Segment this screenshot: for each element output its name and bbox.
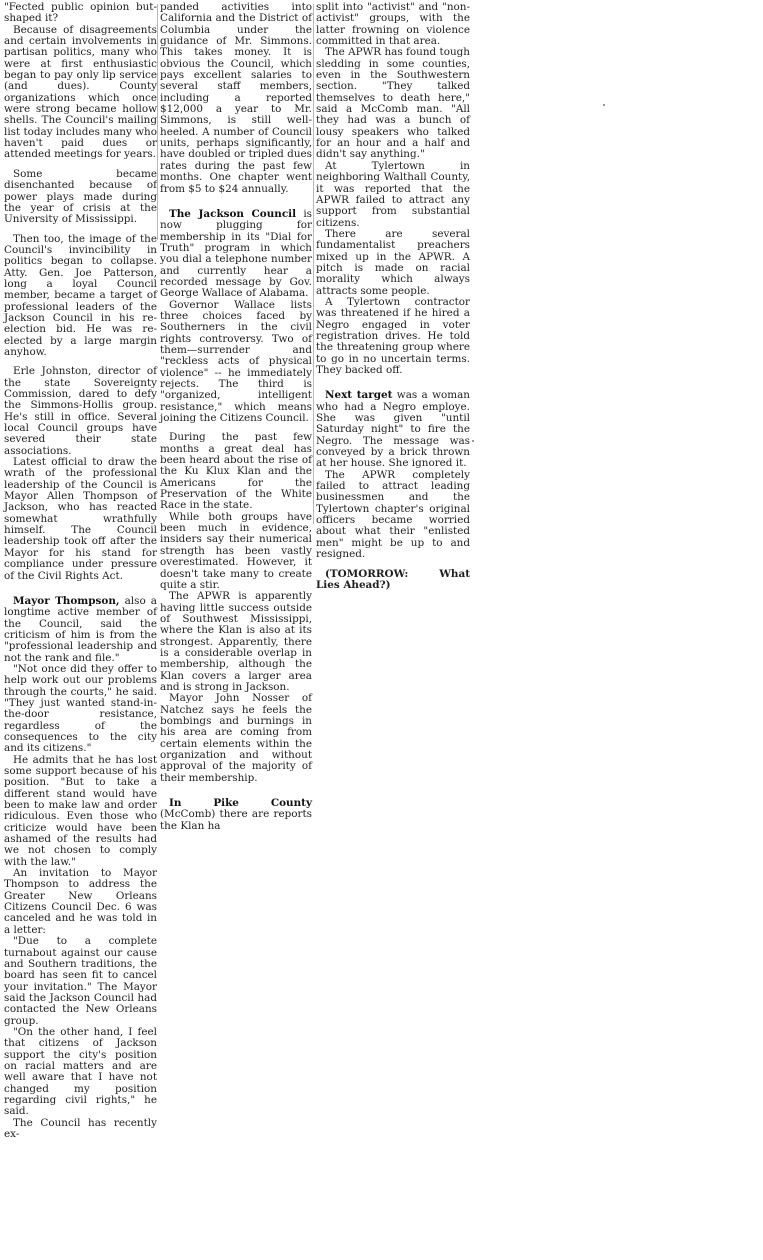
paragraph: "Not once did they offer to help work out our problems through the courts," he said. "They just wanted stand-in-the-door resistance, regardless of the consequences to the city and its citizens." <box>4 662 157 755</box>
paragraph-lead: Mayor Thompson, <box>13 594 120 607</box>
paragraph: Because of disagreements and certain involvements in partisan politics, many who were at first enthusiastic began to pay only lip service (and dues). County organizations which once were strong became hollow shells. The Council's mailing list today includes many who haven't paid dues or attended meetings for years. <box>4 23 157 161</box>
paragraph <box>160 798 312 832</box>
scan-speck <box>603 104 605 106</box>
paragraph: While both groups have been much in evidence, insiders say their numerical strength has been vastly overestimated. However, it doesn't take many to create quite a stir. <box>160 510 312 591</box>
paragraph: There are several fundamentalist preachers mixed up in the APWR. A pitch is made on racial morality which always attracts some people. <box>316 227 470 297</box>
paragraph: During the past few months a great deal has been heard about the rise of the Ku Klux Klan and the Americans for the Preservation of the White Race in the state. <box>160 431 312 512</box>
scan-speck <box>472 440 474 442</box>
article-column-3 <box>316 2 470 591</box>
paragraph: He admits that he has lost some support because of his position. "But to take a different stand would have been to make law and order ridiculous. Even those who criticize would have been ashamed of the results had we not chosen to comply with the law." <box>4 753 157 868</box>
paragraph: A Tylertown contractor was threatened if he hired a Negro engaged in voter registration drives. He told the threatening group where to go in no uncertain terms. They backed off. <box>316 295 470 376</box>
paragraph-lead: The Jackson Council <box>169 207 297 220</box>
paragraph <box>4 596 157 664</box>
paragraph: An invitation to Mayor Thompson to address the Greater New Orleans Citizens Council Dec. 6 was canceled and he was told in a letter: <box>4 867 157 936</box>
paragraph-text: was a woman who had a Negro employe. She was given "until Saturday night" to fire the Negro. The message was conveyed by a brick thrown at her house. She ignored it. <box>316 389 470 470</box>
column-rule <box>157 4 158 240</box>
paragraph: The APWR is apparently having little success outside of Southwest Mississippi, where the Klan is also at its strongest. Apparently, there is a considerable overlap in membership, although the Klan covers a larger area and is strong in Jackson. <box>160 590 312 693</box>
paragraph: At Tylertown in neighboring Walthall County, it was reported that the APWR failed to attract any support from substantial citizens. <box>316 159 470 229</box>
article-column-2 <box>160 2 312 832</box>
paragraph-text: (McComb) there are reports the Klan ha <box>160 808 312 832</box>
paragraph: panded activities into California and the District of Columbia under the guidance of Mr. Simmons. This takes money. It is obvious the Council, which pays excellent salaries to several staff members, including a reported $12,000 a year to Mr. Simmons, is still well-heeled. A number of Council units, perhaps significantly, have doubled or tripled dues rates during the past few months. One chapter went from $5 to $24 annually. <box>160 1 312 195</box>
paragraph: The APWR has found tough sledding in some counties, even in the Southwestern section. "They talked themselves to death here," said a McComb man. "All they had was a bunch of lousy speakers who talked for an hour and a half and didn't say anything." <box>316 46 470 161</box>
paragraph-lead: Next target <box>325 389 393 402</box>
paragraph: (TOMORROW: What Lies Ahead?) <box>316 567 470 591</box>
paragraph: The Council has recently ex- <box>4 1116 157 1140</box>
paragraph: The APWR completely failed to attract leading businessmen and the Tylertown chapter's original officers became worried about what their "enlisted men" might be up to and resigned. <box>316 468 470 561</box>
column-rule <box>313 4 314 524</box>
paragraph: Then too, the image of the Council's invincibility in politics began to collapse. Atty. Gen. Joe Patterson, long a loyal Council member, became a target of professional leaders of the Jackson Council in his re-election bid. He was re-elected by a large margin anyhow. <box>4 232 157 358</box>
paragraph: Governor Wallace lists three choices faced by Southerners in the civil rights controversy. Two of them—surrender and "reckless acts of physical violence" -- he immediately rejects. The third is "organized, intelligent resistance," which means joining the Citizens Council. <box>160 298 312 425</box>
paragraph: Some became disenchanted because of power plays made during the year of crisis at the University of Mississippi. <box>4 167 157 226</box>
paragraph-text: also a longtime active member of the Council, said the criticism of him is from the "professional leadership and not the rank and file." <box>4 594 157 664</box>
paragraph: Erle Johnston, director of the state Sovereignty Commission, dared to defy the Simmons-Hollis group. He's still in office. Several local Council groups have severed their state associations. <box>4 365 157 457</box>
paragraph: "Fected public opinion but-shaped it? <box>4 1 157 25</box>
paragraph-lead: In Pike County <box>169 797 312 810</box>
paragraph: "Due to a complete turnabout against our cause and Southern traditions, the board has seen fit to cancel your invitation." The Mayor said the Jackson Council had contacted the New Orleans group. <box>4 935 157 1027</box>
article-column-1 <box>4 2 157 1140</box>
paragraph <box>316 390 470 469</box>
paragraph <box>160 209 312 300</box>
paragraph: "On the other hand, I feel that citizens of Jackson support the city's position on racial matters and are well aware that I have not changed my position regarding civil rights," he said. <box>4 1025 157 1118</box>
paragraph: split into "activist" and "non-activist" groups, with the latter frowning on violence committed in that area. <box>316 1 470 48</box>
paragraph: Mayor John Nosser of Natchez says he feels the bombings and burnings in his area are coming from certain elements within the organization and without approval of the majority of their membership. <box>160 692 312 784</box>
paragraph-text: is now plugging for membership in its "Dial for Truth" program in which you dial a telephone number and currently hear a recorded message by Gov. George Wallace of Alabama. <box>160 207 312 300</box>
paragraph: Latest official to draw the wrath of the professional leadership of the Council is Mayor Allen Thompson of Jackson, who has reacted somewhat wrathfully himself. The Council leadership took off after the Mayor for his stand for compliance under pressure of the Civil Rights Act. <box>4 456 157 582</box>
